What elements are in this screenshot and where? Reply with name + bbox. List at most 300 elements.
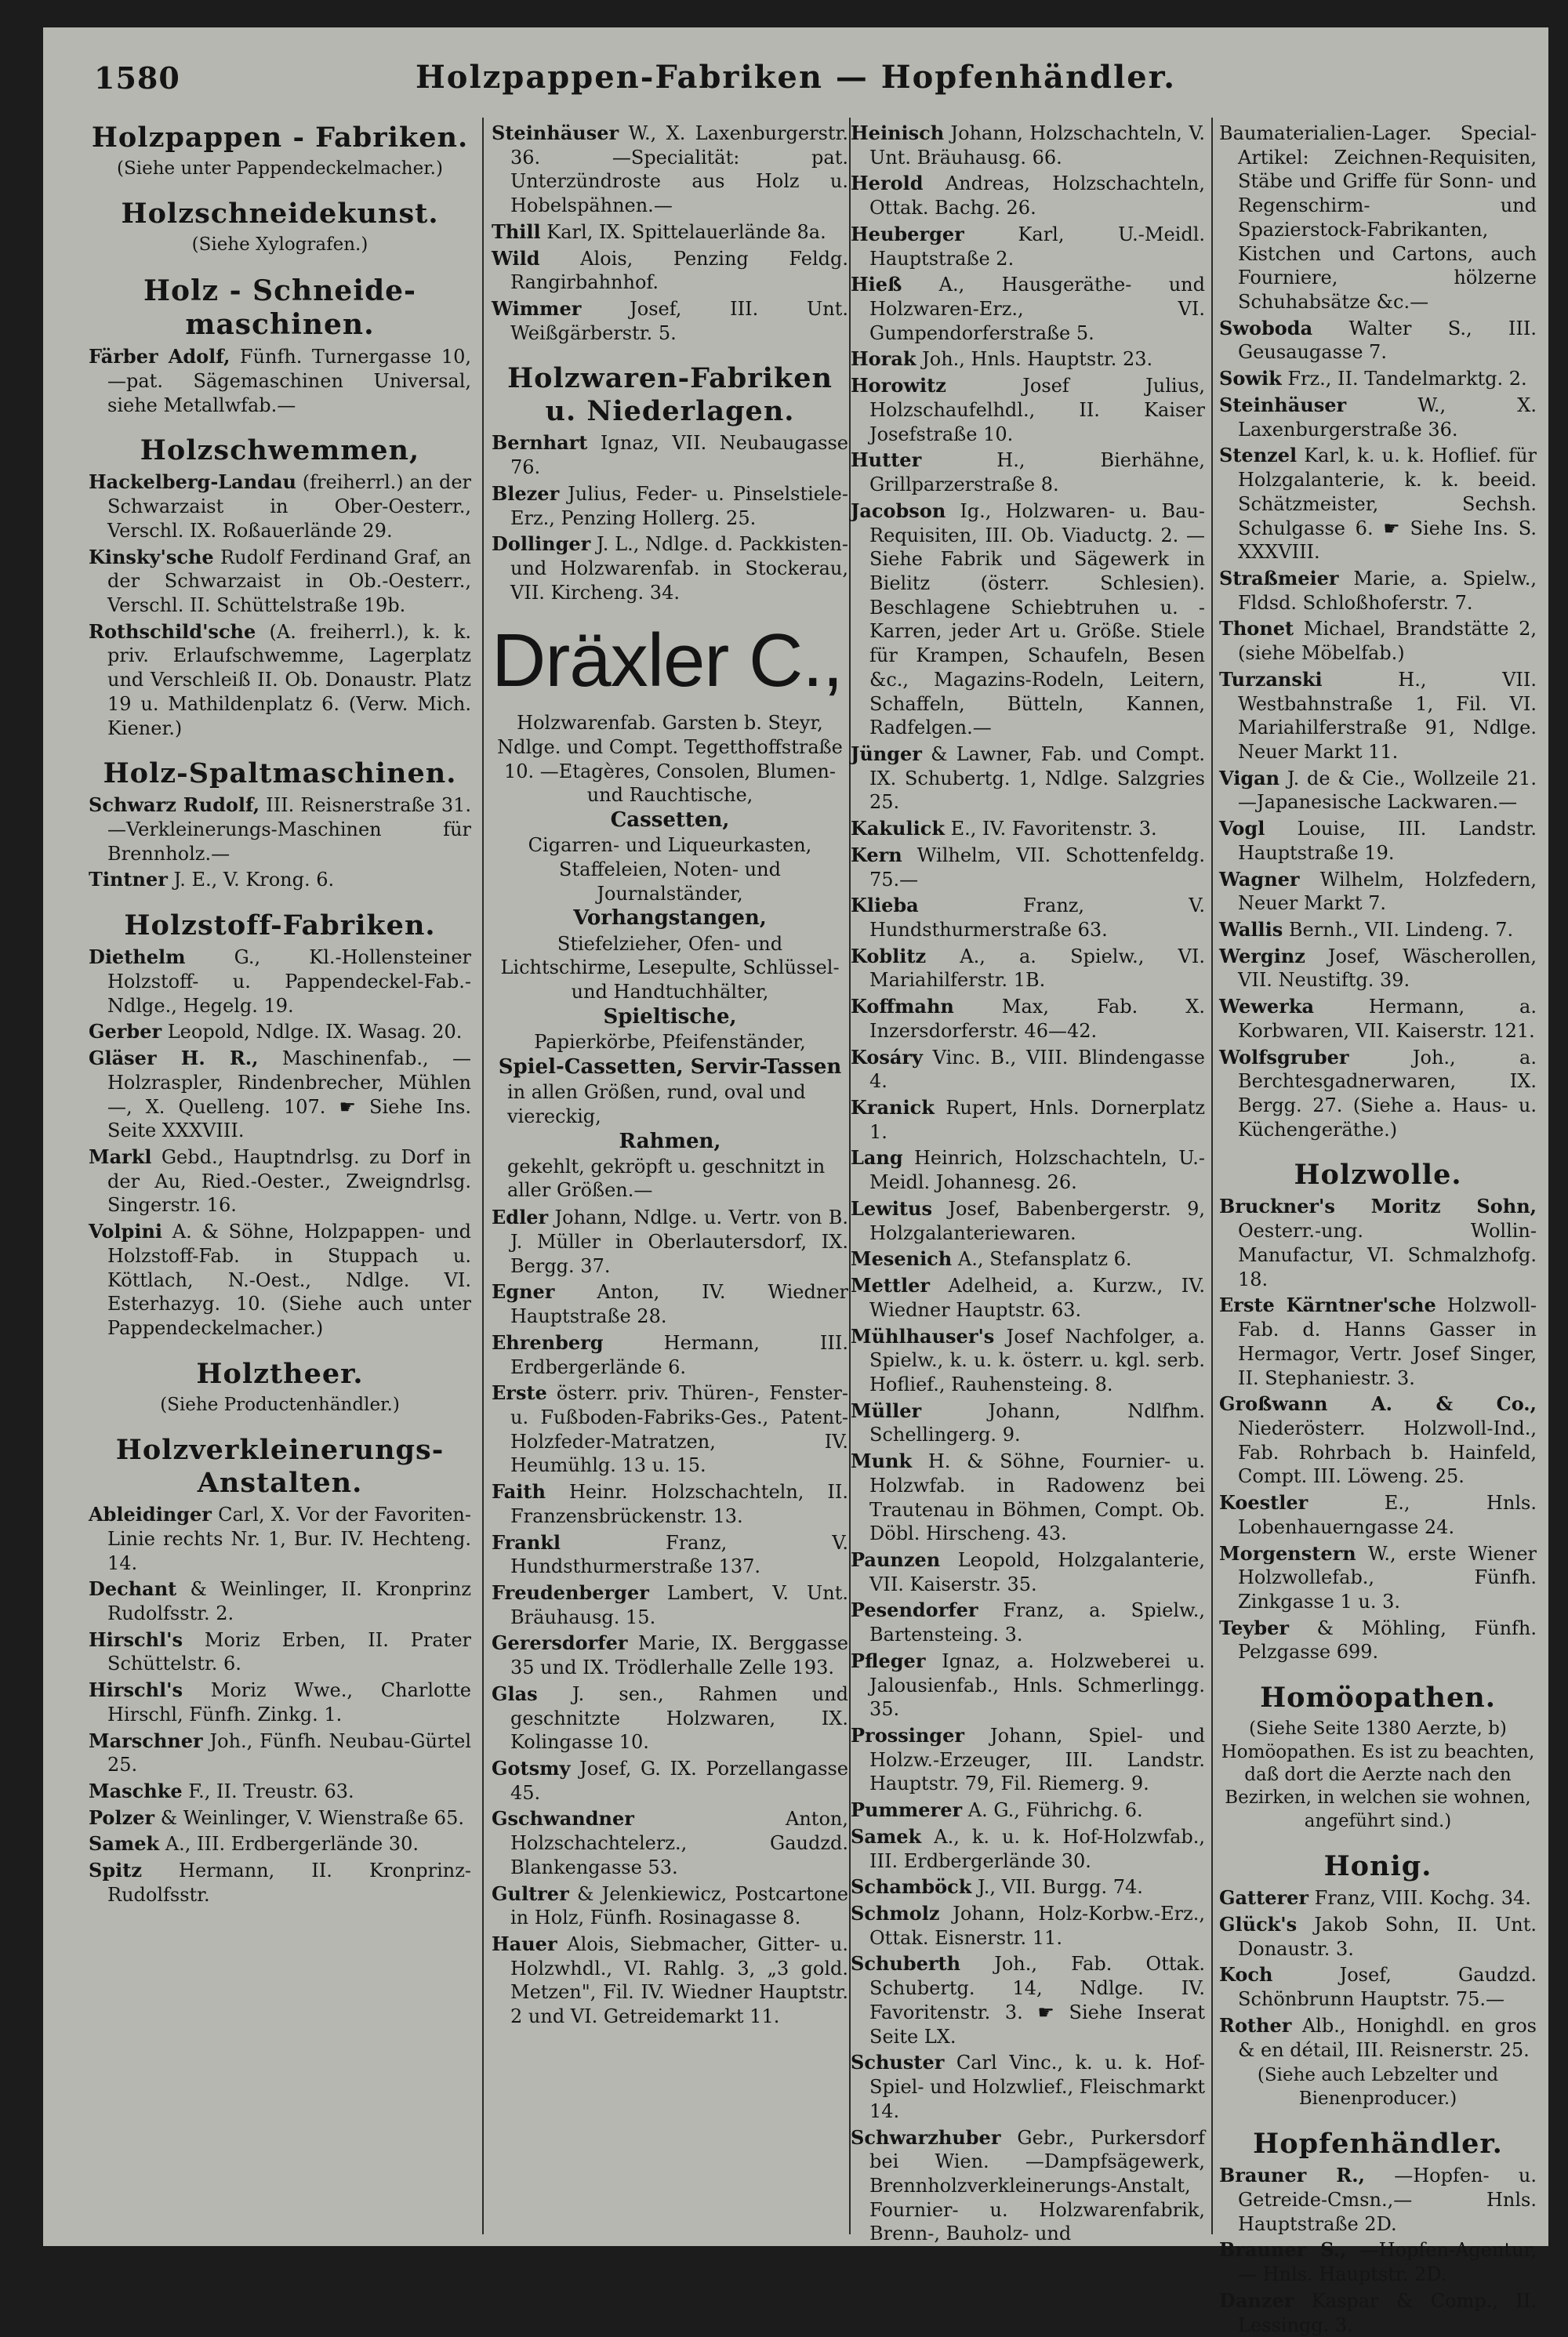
entry-text: Andreas, Holzschachteln, Ottak. Bachg. 26. [869, 172, 1205, 220]
entry-name: Heinisch [851, 122, 945, 144]
directory-entry [851, 1399, 1205, 1447]
entry-name: Dechant [89, 1577, 177, 1601]
entry-name: Volpini [89, 1220, 163, 1243]
directory-entry [1219, 868, 1537, 916]
entry-name: Steinhäuser [1219, 393, 1347, 416]
entry-name: Freudenberger [492, 1580, 649, 1604]
running-head: Holzpappen-Fabriken — Hopfenhändler. [415, 59, 1176, 96]
section-title: Holzschwemmen, [140, 434, 420, 467]
entry-text: W., X. Laxenburgerstraße 36. [1238, 394, 1537, 441]
entry-text: Franz, V. Hundsthurmerstraße 137. [510, 1531, 848, 1578]
entry-text: & Weinlinger, II. Kronprinz Rudolfsstr. 2. [107, 1578, 471, 1624]
directory-entry [1219, 918, 1537, 942]
entry-text: Josef, Babenbergerstr. 9, Holzgalanteriewaren. [869, 1197, 1205, 1244]
entry-name: Mesenich [851, 1247, 953, 1271]
entry-text: Leopold, Holzgalanterie, VII. Kaiserstr. 35. [869, 1548, 1205, 1595]
entry-text: Gebr., Purkersdorf bei Wien. —Dampfsägewerk, Brennholzverkleinerungs-Anstalt, Fournier- u. Holzwarenfabrik, Brenn-, Bauholz- und [869, 2126, 1205, 2245]
directory-entry [851, 1450, 1205, 1546]
entry-name: Spitz [89, 1859, 142, 1882]
entry-name: Wimmer [492, 297, 582, 321]
entry-text: Ignaz, a. Holzweberei u. Jalousienfab., Hnls. Schmerlingg. 35. [869, 1649, 1205, 1721]
directory-entry [851, 1599, 1205, 1646]
directory-entry [851, 172, 1205, 220]
directory-entry [851, 817, 1205, 841]
entry-name: Klieba [851, 894, 919, 917]
entry-text: Moriz Wwe., Charlotte Hirschl, Fünfh. Zinkg. 1. [107, 1679, 471, 1726]
entry-text: Fünfh. Turnergasse 10, —pat. Sägemaschinen Universal, siehe Metallwfab.— [107, 346, 471, 416]
directory-entry [851, 1146, 1205, 1194]
entry-name: Gerersdorfer [492, 1631, 628, 1655]
directory-entry [492, 1480, 848, 1528]
section-title: Holzwaren-Fabriken u. Niederlagen. [507, 362, 833, 428]
directory-entry [89, 1806, 471, 1831]
entry-text: Karl, U.-Meidl. Hauptstraße 2. [869, 223, 1205, 270]
entry-text: J. sen., Rahmen und geschnitzte Holzwaren, IX. Kolingasse 10. [510, 1682, 848, 1754]
directory-entry [851, 1548, 1205, 1596]
ad-line: Cassetten, [610, 807, 730, 832]
entry-name: Werginz [1219, 944, 1305, 967]
entry-name: Gläser H. R., [89, 1047, 259, 1070]
directory-entry [1219, 317, 1537, 365]
entry-text: Joh., Fünfh. Neubau-Gürtel 25. [107, 1729, 471, 1776]
entry-text: (freiherrl.) an der Schwarzaist in Ober-Oesterr., Verschl. IX. Roßauerlände 29. [107, 471, 471, 542]
section-title: Holzverkleinerungs-Anstalten. [115, 1434, 445, 1500]
entry-text: Niederösterr. Holzwoll-Ind., Fab. Rohrbach b. Hainfeld, Compt. III. Löweng. 25. [1238, 1417, 1537, 1488]
directory-entry [851, 1197, 1205, 1245]
entry-text: Louise, III. Landstr. Hauptstraße 19. [1238, 818, 1537, 864]
entry-text: Rupert, Hnls. Dornerplatz 1. [869, 1097, 1205, 1143]
directory-entry [851, 945, 1205, 992]
entry-name: Bernhart [492, 431, 588, 455]
entry-text: H. & Söhne, Fournier- u. Holzwfab. in Radowenz bei Trautenau in Böhmen, Compt. Ob. Döbl. Hirscheng. 43. [869, 1450, 1205, 1545]
entry-text: Josef Nachfolger, a. Spielw., k. u. k. österr. u. kgl. serb. Hoflief., Rauhensteing. 8. [869, 1325, 1205, 1395]
entry-text: Rudolf Ferdinand Graf, an der Schwarzaist in Ob.-Oesterr., Verschl. II. Schüttelstraße 19b. [107, 546, 471, 616]
ad-line: Spiel-Cassetten, Servir-Tassen [498, 1054, 842, 1079]
directory-entry [851, 1902, 1205, 1950]
directory-entry [851, 2051, 1205, 2123]
directory-entry [851, 1247, 1205, 1272]
section-title: Holz - Schneide-maschinen. [143, 274, 416, 342]
directory-entry [1219, 1046, 1537, 1142]
entry-name: Hirschl's [89, 1628, 183, 1651]
entry-text: Josef, III. Unt. Weißgärberstr. 5. [510, 298, 848, 344]
entry-name: Brauner R., [1219, 2164, 1365, 2187]
section-note: (Siehe Productenhändler.) [160, 1394, 400, 1415]
entry-name: Hackelberg-Landau [89, 470, 296, 494]
entry-name: Straßmeier [1219, 566, 1339, 590]
directory-entry [89, 1503, 471, 1575]
directory-entry [851, 1724, 1205, 1796]
section-title: Holzschneidekunst. [121, 198, 439, 230]
entry-name: Erste [492, 1381, 547, 1405]
entry-name: Thonet [1219, 617, 1294, 640]
entry-name: Danzer [1219, 2288, 1294, 2312]
ad-line: Stiefelzieher, Ofen- und Lichtschirme, Lesepulte, Schlüssel- und Handtuchhälter, [500, 932, 840, 1003]
entry-text: Maschinenfab., —Holzraspler, Rindenbrecher, Mühlen—, X. Quelleng. 107. ☛ Siehe Ins. Seite XXXVIII. [107, 1047, 471, 1142]
entry-name: Glas [492, 1682, 538, 1705]
entry-name: Wallis [1219, 918, 1283, 941]
entry-name: Turzanski [1219, 667, 1323, 691]
entry-text: Walter S., III. Geusaugasse 7. [1238, 317, 1537, 364]
directory-entry [492, 431, 848, 479]
directory-entry [1219, 1963, 1537, 2011]
entry-name: Polzer [89, 1805, 155, 1829]
entry-text: Julius, Feder- u. Pinselstiele-Erz., Penzing Hollerg. 25. [510, 482, 848, 529]
directory-entry [492, 247, 848, 295]
entry-text: Max, Fab. X. Inzersdorferstr. 46—42. [869, 996, 1205, 1042]
entry-name: Wolfsgruber [1219, 1045, 1349, 1069]
entry-text: Marie, a. Spielw., Fldsd. Schloßhoferstr. 7. [1238, 567, 1537, 614]
directory-entry [851, 1274, 1205, 1322]
entry-text: Moriz Erben, II. Prater Schüttelstr. 6. [107, 1628, 471, 1675]
ad-title: Dräxler C., [492, 618, 843, 702]
entry-name: Vogl [1219, 817, 1265, 840]
entry-name: Thill [492, 220, 541, 243]
directory-entry [492, 1757, 848, 1805]
entry-name: Kakulick [851, 817, 945, 840]
section-title: Holzpappen - Fabriken. [91, 122, 469, 154]
entry-name: Brauner S., [1219, 2238, 1347, 2262]
section-title: Holztheer. [196, 1357, 364, 1390]
section-note: (Siehe Xylografen.) [191, 234, 368, 256]
entry-name: Gerber [89, 1020, 162, 1043]
entry-text: Hermann, II. Kronprinz-Rudolfsstr. [107, 1860, 471, 1906]
directory-entry [1219, 2238, 1537, 2286]
section-title: Honig. [1323, 1850, 1432, 1883]
entry-name: Hauer [492, 1932, 557, 1956]
entry-text: Ignaz, VII. Neubaugasse 76. [510, 432, 848, 479]
directory-entry [851, 742, 1205, 815]
directory-entry [1219, 1491, 1537, 1539]
directory-entry [89, 345, 471, 417]
entry-name: Gatterer [1219, 1886, 1309, 1910]
entry-name: Prossinger [851, 1724, 964, 1747]
directory-entry [1219, 1542, 1537, 1614]
ad-line: in allen Größen, rund, oval und viereckig, [507, 1081, 806, 1127]
entry-text: E., Hnls. Lobenhauerngasse 24. [1238, 1492, 1537, 1538]
directory-entry [89, 1628, 471, 1676]
entry-text: Wilhelm, Holzfedern, Neuer Markt 7. [1238, 868, 1537, 915]
directory-entry [851, 273, 1205, 345]
directory-entry [492, 1531, 848, 1579]
directory-entry [851, 1649, 1205, 1722]
directory-entry [492, 1631, 848, 1679]
entry-name: Mühlhauser's [851, 1324, 995, 1348]
directory-entry [1219, 767, 1537, 815]
directory-entry [851, 995, 1205, 1043]
directory-entry [851, 499, 1205, 740]
directory-entry [89, 1220, 471, 1341]
entry-text: Karl, IX. Spittelauerlände 8a. [540, 220, 826, 243]
entry-text: Kaspar & Comp., II. Lessingg. 3. [1238, 2289, 1537, 2336]
entry-name: Ehrenberg [492, 1330, 604, 1354]
entry-name: Steinhäuser [492, 122, 619, 144]
entry-text: H., VII. Westbahnstraße 1, Fil. VI. Mariahilferstraße 91, Ndlge. Neuer Markt 11. [1238, 668, 1537, 763]
entry-text: Alb., Honighdl. en gros & en détail, III. Reisnerstr. 25. [1238, 2014, 1537, 2061]
entry-text: Carl, X. Vor der Favoriten-Linie rechts Nr. 1, Bur. IV. Hechteng. 14. [107, 1504, 471, 1574]
entry-name: Erste Kärntner'sche [1219, 1294, 1436, 1317]
entry-text: III. Reisnerstraße 31. —Verkleinerungs-Maschinen für Brennholz.— [107, 794, 471, 865]
entry-text: J. de & Cie., Wollzeile 21. —Japanesische Lackwaren.— [1238, 767, 1537, 814]
directory-entry [492, 122, 848, 218]
entry-name: Rother [1219, 2013, 1292, 2037]
entry-name: Vigan [1219, 766, 1280, 789]
entry-text: Marie, IX. Berggasse 35 und IX. Trödlerhalle Zelle 193. [510, 1632, 848, 1679]
ad-line: Cigarren- und Liqueurkasten, Staffeleien, Noten- und Journalständer, [528, 834, 812, 905]
directory-entry [89, 1145, 471, 1217]
entry-text: W., erste Wiener Holzwollefab., Fünfh. Zinkgasse 1 u. 3. [1238, 1542, 1537, 1613]
entry-text: —Hopfen-Agentur,— Hnls. Hauptstr. 2D. [1238, 2239, 1537, 2286]
entry-name: Diethelm [89, 945, 186, 969]
directory-entry [1219, 817, 1537, 865]
section-note: (Siehe unter Pappendeckelmacher.) [117, 158, 443, 179]
entry-text: Karl, k. u. k. Hoflief. für Holzgalanterie, k. k. beeid. Schätzmeister, Sechsh. Schulgasse 6. ☛ Siehe Ins. S. XXXVIII. [1238, 445, 1537, 564]
directory-entry [851, 1875, 1205, 1900]
directory-entry [492, 532, 848, 604]
column-4 [1219, 122, 1537, 2336]
entry-name: Blezer [492, 481, 560, 505]
directory-entry [492, 482, 848, 530]
page-number: 1580 [94, 60, 180, 96]
directory-entry [89, 1020, 471, 1044]
directory-entry [89, 945, 471, 1018]
column-rule [482, 118, 484, 2234]
entry-text: Michael, Brandstätte 2, (siehe Möbelfab.) [1238, 618, 1537, 665]
entry-name: Tintner [89, 868, 168, 891]
directory-entry [1219, 567, 1537, 615]
entry-text: österr. priv. Thüren-, Fenster- u. Fußboden-Fabriks-Ges., Patent-Holzfeder-Matratzen, IV. Heumühlg. 13 u. 15. [510, 1382, 848, 1477]
entry-text: Oesterr.-ung. Wollin-Manufactur, VI. Schmalzhofg. 18. [1238, 1220, 1537, 1290]
entry-name: Hirschl's [89, 1678, 183, 1702]
entry-name: Schuster [851, 2051, 945, 2074]
entry-text: E., IV. Favoritenstr. 3. [944, 818, 1157, 840]
section-title: Holzwolle. [1294, 1159, 1462, 1192]
entry-name: Heuberger [851, 222, 964, 245]
directory-entry [89, 546, 471, 618]
entry-name: Faith [492, 1480, 546, 1504]
entry-name: Wagner [1219, 867, 1300, 891]
entry-name: Schwarzhuber [851, 2125, 1001, 2149]
entry-text: Gebd., Hauptndrlsg. zu Dorf in der Au, Ried.-Oester., Zweigndrlsg. Singerstr. 16. [107, 1145, 471, 1217]
entry-text: A., Hausgeräthe- und Holzwaren-Erz., VI. Gumpendorferstraße 5. [869, 274, 1205, 344]
entry-name: Jacobson [851, 499, 946, 522]
directory-entry [1219, 2164, 1537, 2236]
directory-entry [1219, 1886, 1537, 1911]
section-title: Holzstoff-Fabriken. [124, 909, 436, 942]
directory-entry [1219, 367, 1537, 391]
directory-entry [89, 1832, 471, 1856]
entry-text: Lambert, V. Unt. Bräuhausg. 15. [510, 1581, 848, 1628]
entry-text: Carl Vinc., k. u. k. Hof-Spiel- und Holzwlief., Fleischmarkt 14. [869, 2052, 1205, 2122]
entry-text: & Lawner, Fab. und Compt. IX. Schubertg. 1, Ndlge. Salzgries 25. [869, 742, 1205, 814]
entry-name: Sowik [1219, 367, 1282, 390]
entry-name: Koestler [1219, 1491, 1308, 1515]
directory-entry [89, 1047, 471, 1143]
directory-entry [1219, 122, 1537, 314]
entry-name: Teyber [1219, 1616, 1290, 1639]
directory-entry [89, 1780, 471, 1804]
entry-name: Gultrer [492, 1882, 569, 1905]
entry-name: Kern [851, 843, 902, 866]
directory-entry [851, 347, 1205, 372]
directory-entry [89, 868, 471, 892]
entry-name: Müller [851, 1399, 922, 1422]
entry-text: J. E., V. Krong. 6. [167, 869, 335, 891]
entry-name: Lewitus [851, 1196, 932, 1220]
directory-entry [851, 1798, 1205, 1823]
entry-name: Wewerka [1219, 995, 1315, 1018]
section-title: Hopfenhändler. [1253, 2128, 1503, 2161]
directory-entry [851, 1952, 1205, 2049]
section-note: (Siehe auch Lebzelter und Bienenproducer.) [1257, 2065, 1499, 2109]
entry-name: Hutter [851, 448, 922, 472]
entry-text: Franz, V. Hundsthurmerstraße 63. [869, 895, 1205, 941]
entry-name: Samek [89, 1832, 160, 1856]
directory-entry [851, 1325, 1205, 1397]
directory-entry [492, 1932, 848, 2029]
entry-name: Marschner [89, 1729, 203, 1752]
entry-name: Gschwandner [492, 1807, 634, 1831]
entry-name: Herold [851, 172, 924, 195]
directory-page [43, 27, 1548, 2336]
entry-text: Alois, Penzing Feldg. Rangirbahnhof. [510, 247, 848, 294]
directory-entry [492, 1206, 848, 1278]
ad-line: Vorhangstangen, [573, 906, 767, 931]
entry-text: Alois, Siebmacher, Gitter- u. Holzwhdl., VI. Rahlg. 3, „3 gold. Metzen", Fil. IV. Wiedner Hauptstr. 2 und VI. Getreidemarkt 11. [510, 1933, 848, 2028]
entry-text: Joh., Hnls. Hauptstr. 23. [916, 348, 1153, 371]
entry-name: Morgenstern [1219, 1541, 1356, 1565]
directory-entry [1219, 1913, 1537, 1961]
entry-name: Kosáry [851, 1045, 923, 1069]
entry-text: Hermann, a. Korbwaren, VII. Kaiserstr. 121. [1238, 996, 1537, 1042]
directory-entry [89, 1678, 471, 1726]
entry-name: Kranick [851, 1096, 935, 1120]
entry-name: Dollinger [492, 532, 591, 556]
entry-text: Holzwoll-Fab. d. Hanns Gasser in Hermagor, Vertr. Josef Singer, II. Stephaniestr. 3. [1238, 1294, 1537, 1389]
directory-entry [1219, 1392, 1537, 1489]
directory-entry [492, 1581, 848, 1629]
entry-name: Koblitz [851, 944, 927, 967]
entry-text: Franz, a. Spielw., Bartensteing. 3. [869, 1599, 1205, 1646]
directory-entry [851, 2126, 1205, 2247]
entry-text: Josef Julius, Holzschaufelhdl., II. Kaiser Josefstraße 10. [869, 375, 1205, 445]
entry-name: Großwann A. & Co., [1219, 1392, 1537, 1416]
entry-text: Joh., a. Berchtesgadnerwaren, IX. Bergg. 27. (Siehe a. Haus- u. Küchengeräthe.) [1238, 1046, 1537, 1141]
entry-text: Josef, Gaudzd. Schönbrunn Hauptstr. 75.— [1238, 1964, 1537, 2011]
entry-name: Ableidinger [89, 1503, 212, 1526]
section-title: Holz-Spaltmaschinen. [103, 757, 457, 790]
entry-text: Heinr. Holzschachteln, II. Franzensbrückenstr. 13. [510, 1481, 848, 1527]
directory-entry [1219, 444, 1537, 564]
entry-text: J., VII. Burgg. 74. [971, 1876, 1143, 1899]
directory-entry [1219, 1195, 1537, 1291]
ad-line: gekehlt, gekröpft u. geschnitzt in aller Größen.— [507, 1155, 826, 1202]
entry-name: Kinsky'sche [89, 545, 214, 568]
advertisement [492, 619, 848, 1203]
entry-text: Joh., Fab. Ottak. Schubertg. 14, Ndlge. IV. Favoritenstr. 3. ☛ Siehe Inserat Seite LX. [869, 1953, 1205, 2048]
entry-text: Franz, VIII. Kochg. 34. [1308, 1887, 1531, 1910]
entry-text: A., III. Erdbergerlände 30. [159, 1833, 419, 1856]
entry-text: —Hopfen- u. Getreide-Cmsn.,— Hnls. Hauptstraße 2D. [1238, 2165, 1537, 2235]
entry-name: Pummerer [851, 1798, 963, 1822]
directory-entry [851, 1825, 1205, 1873]
entry-text: Johann, Holzschachteln, V. Unt. Bräuhausg. 66. [869, 122, 1205, 169]
directory-entry [492, 1682, 848, 1755]
directory-entry [1219, 1294, 1537, 1390]
directory-entry [492, 297, 848, 345]
directory-entry [1219, 668, 1537, 764]
directory-entry [89, 793, 471, 865]
directory-entry [492, 1807, 848, 1879]
entry-text: Johann, Holz-Korbw.-Erz., Ottak. Eisnerstr. 11. [869, 1903, 1205, 1949]
directory-entry [1219, 394, 1537, 441]
entry-text: Jakob Sohn, II. Unt. Donaustr. 3. [1238, 1914, 1537, 1960]
entry-name: Koch [1219, 1963, 1273, 1987]
entry-text: Wilhelm, VII. Schottenfeldg. 75.— [869, 844, 1205, 891]
directory-entry [492, 1331, 848, 1379]
directory-entry [851, 223, 1205, 270]
entry-name: Pfleger [851, 1649, 926, 1672]
entry-name: Frankl [492, 1530, 561, 1554]
entry-text: A., Stefansplatz 6. [952, 1248, 1132, 1271]
entry-text: F., II. Treustr. 63. [182, 1780, 354, 1803]
directory-entry [492, 1381, 848, 1478]
entry-text: A., k. u. k. Hof-Holzwfab., III. Erdbergerlände 30. [869, 1825, 1205, 1872]
directory-entry [492, 1280, 848, 1328]
entry-name: Paunzen [851, 1548, 941, 1571]
entry-text: Johann, Ndlfhm. Schellingerg. 9. [869, 1399, 1205, 1446]
entry-text: Frz., II. Tandelmarktg. 2. [1281, 368, 1527, 390]
directory-entry [89, 620, 471, 741]
directory-entry [851, 448, 1205, 496]
entry-name: Edler [492, 1206, 549, 1229]
entry-name: Hieß [851, 273, 902, 296]
entry-text: Josef, G. IX. Porzellangasse 45. [510, 1758, 848, 1804]
directory-entry [492, 1882, 848, 1930]
entry-text: Hermann, III. Erdbergerlände 6. [510, 1331, 848, 1378]
entry-text: & Möhling, Fünfh. Pelzgasse 699. [1238, 1617, 1537, 1664]
entry-text: Anton, Holzschachtelerz., Gaudzd. Blankengasse 53. [510, 1808, 848, 1878]
entry-name: Markl [89, 1145, 152, 1168]
entry-text: Anton, IV. Wiedner Hauptstraße 28. [510, 1281, 848, 1328]
entry-name: Maschke [89, 1780, 183, 1803]
entry-name: Jünger [851, 742, 922, 765]
entry-text: Johann, Spiel- und Holzw.-Erzeuger, III. Landstr. Hauptstr. 79, Fil. Riemerg. 9. [869, 1725, 1205, 1795]
entry-name: Horowitz [851, 374, 946, 397]
column-rule [1211, 118, 1213, 2234]
entry-name: Färber Adolf, [89, 345, 230, 368]
directory-entry [89, 470, 471, 543]
entry-name: Samek [851, 1824, 922, 1848]
section-title: Homöopathen. [1260, 1682, 1496, 1715]
directory-entry [1219, 995, 1537, 1043]
entry-text: Bernh., VII. Lindeng. 7. [1283, 919, 1514, 941]
entry-text: W., X. Laxenburgerstr. 36. —Specialität: pat. Unterzündroste aus Holz u. Hobelspähnen.— [510, 122, 848, 217]
entry-name: Lang [851, 1146, 903, 1170]
directory-entry [1219, 945, 1537, 992]
entry-name: Schwarz Rudolf, [89, 793, 260, 817]
entry-text: Ig., Holzwaren- u. Bau-Requisiten, III. Ob. Viaductg. 2. —Siehe Fabrik und Sägewerk in Bielitz (österr. Schlesien). Beschlagene Schiebtruhen u. -Karren, jeder Art u. Größe. Stiele für Krampen, Schaufeln, Besen &c., Magazins-Rodeln, Leitern, Schaffeln, Bütteln, Kannen, Radfelgen.— [869, 499, 1205, 739]
entry-name: Wild [492, 246, 540, 270]
column-1 [89, 122, 471, 2230]
entry-name: Munk [851, 1450, 913, 1473]
directory-entry [492, 220, 848, 245]
entry-text: Vinc. B., VIII. Blindengasse 4. [869, 1046, 1205, 1093]
ad-line: Rahmen, [619, 1129, 721, 1153]
entry-name: Pesendorfer [851, 1599, 978, 1622]
entry-name: Horak [851, 347, 916, 371]
directory-entry [851, 374, 1205, 446]
